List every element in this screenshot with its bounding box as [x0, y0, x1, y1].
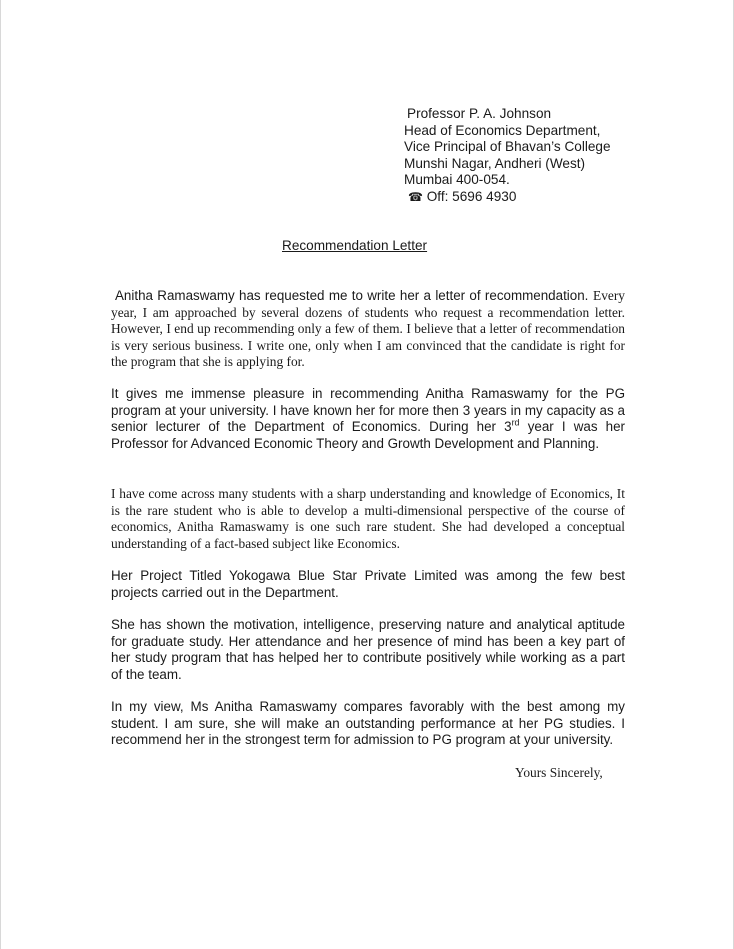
sender-street: Munshi Nagar, Andheri (West) — [404, 155, 586, 171]
sender-phone-line — [404, 189, 611, 206]
paragraph-1 — [111, 288, 625, 371]
paragraph-2-superscript: rd — [511, 417, 520, 428]
paragraph-2-after: year I was her Professor for Advanced Economic Theory and Growth Development and Planning. — [111, 419, 625, 451]
paragraph-4: Her Project Titled Yokogawa Blue Star Private Limited was among the few best projects carried out in the Department. — [111, 568, 625, 600]
paragraph-2-before: It gives me immense pleasure in recommending Anitha Ramaswamy for the PG program at your university. I have known her for more then 3 years in my capacity as a senior lecturer of the Department of Economics. During her 3 — [111, 386, 625, 435]
sender-city: Mumbai 400-054. — [404, 172, 510, 188]
sender-role: Vice Principal of Bhavan’s College — [404, 139, 611, 155]
sender-position: Head of Economics Department, — [404, 122, 601, 138]
paragraph-1-lead: Anitha Ramaswamy has requested me to write her a letter of recommendation. — [115, 288, 589, 303]
paragraph-2 — [111, 386, 625, 452]
paragraph-5: She has shown the motivation, intelligence, preserving nature and analytical aptitude for graduate study. Her attendance and her presence of mind has been a key part of her study program that has helped her to contribute positively while working as a part of the team. — [111, 617, 625, 682]
paragraph-1-body: Every year, I am approached by several dozens of students who request a recommendation letter. However, I end up recommending only a few of them. I believe that a letter of recommendation is very serious business. I write one, only when I am convinced that the candidate is right for the program that she is applying for. — [111, 288, 625, 370]
sender-phone: Off: 5696 4930 — [426, 188, 517, 204]
paragraph-3: I have come across many students with a sharp understanding and knowledge of Economics, It is the rare student who is able to develop a multi-dimensional perspective of the course of economics, Anitha Ramaswamy is one such rare student. She had developed a conceptual understanding of a fact-based subject like Economics. — [111, 486, 625, 551]
sender-address-block — [404, 106, 611, 206]
telephone-icon: ☎ — [408, 189, 423, 204]
letter-title: Recommendation Letter — [282, 238, 428, 253]
closing-salutation: Yours Sincerely, — [515, 765, 603, 780]
paragraph-6: In my view, Ms Anitha Ramaswamy compares favorably with the best among my student. I am sure, she will make an outstanding performance at her PG studies. I recommend her in the strongest term for admission to PG program at your university. — [111, 699, 625, 748]
sender-name: Professor P. A. Johnson — [407, 106, 552, 121]
